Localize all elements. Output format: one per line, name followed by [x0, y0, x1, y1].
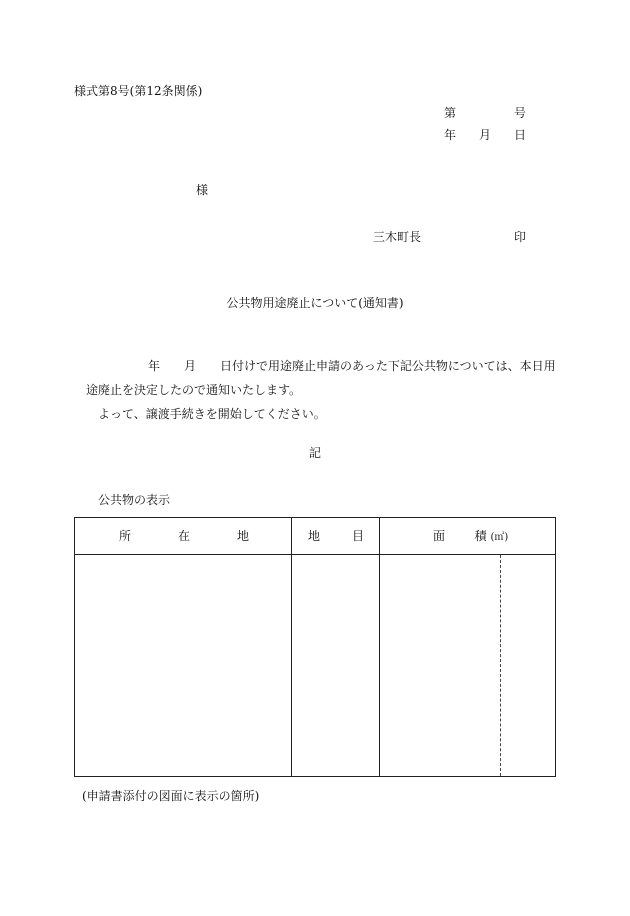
document-title: 公共物用途廃止について(通知書): [226, 296, 404, 310]
date-day: 日: [513, 128, 526, 142]
area-header-char-2: 積: [474, 529, 487, 543]
doc-number-dai: 第: [444, 106, 457, 120]
category-header-char-2: 目: [351, 529, 364, 543]
body-year: 年: [148, 359, 161, 373]
table-column-divider-1: [291, 518, 292, 776]
area-header: [433, 529, 508, 545]
area-unit: (㎡): [490, 532, 509, 543]
issuer-title: 三木町長: [373, 230, 422, 244]
body-line2-text: 途廃止を決定したので通知いたします。: [86, 383, 302, 397]
area-decimal-divider: [500, 555, 501, 776]
location-header-char-1: 所: [119, 529, 132, 543]
public-property-table: [74, 517, 556, 777]
location-header-char-3: 地: [236, 529, 249, 543]
table-header-divider: [75, 554, 555, 555]
date-month: 月: [478, 128, 491, 142]
doc-number-go: 号: [513, 106, 526, 120]
table-column-divider-2: [379, 518, 380, 776]
body-line1-text: 日付けで用途廃止申請のあった下記公共物については、本日用: [220, 359, 556, 373]
document-number-line: [444, 106, 526, 120]
area-header-char-1: 面: [433, 529, 446, 543]
category-header-char-1: 地: [308, 529, 321, 543]
location-header: [119, 529, 249, 543]
category-header: [308, 529, 364, 543]
footnote: (申請書添付の図面に表示の箇所): [82, 789, 260, 803]
date-year: 年: [444, 128, 457, 142]
location-header-char-2: 在: [177, 529, 190, 543]
form-number: 様式第8号(第12条関係): [74, 84, 203, 98]
ki-heading: 記: [308, 446, 321, 460]
body-line3-text: よって、譲渡手続きを開始してください。: [98, 407, 326, 421]
date-line: [444, 128, 526, 142]
body-month: 月: [184, 359, 197, 373]
section-label: 公共物の表示: [98, 493, 171, 507]
issuer-seal: 印: [514, 230, 527, 244]
recipient-suffix: 様: [196, 183, 209, 197]
